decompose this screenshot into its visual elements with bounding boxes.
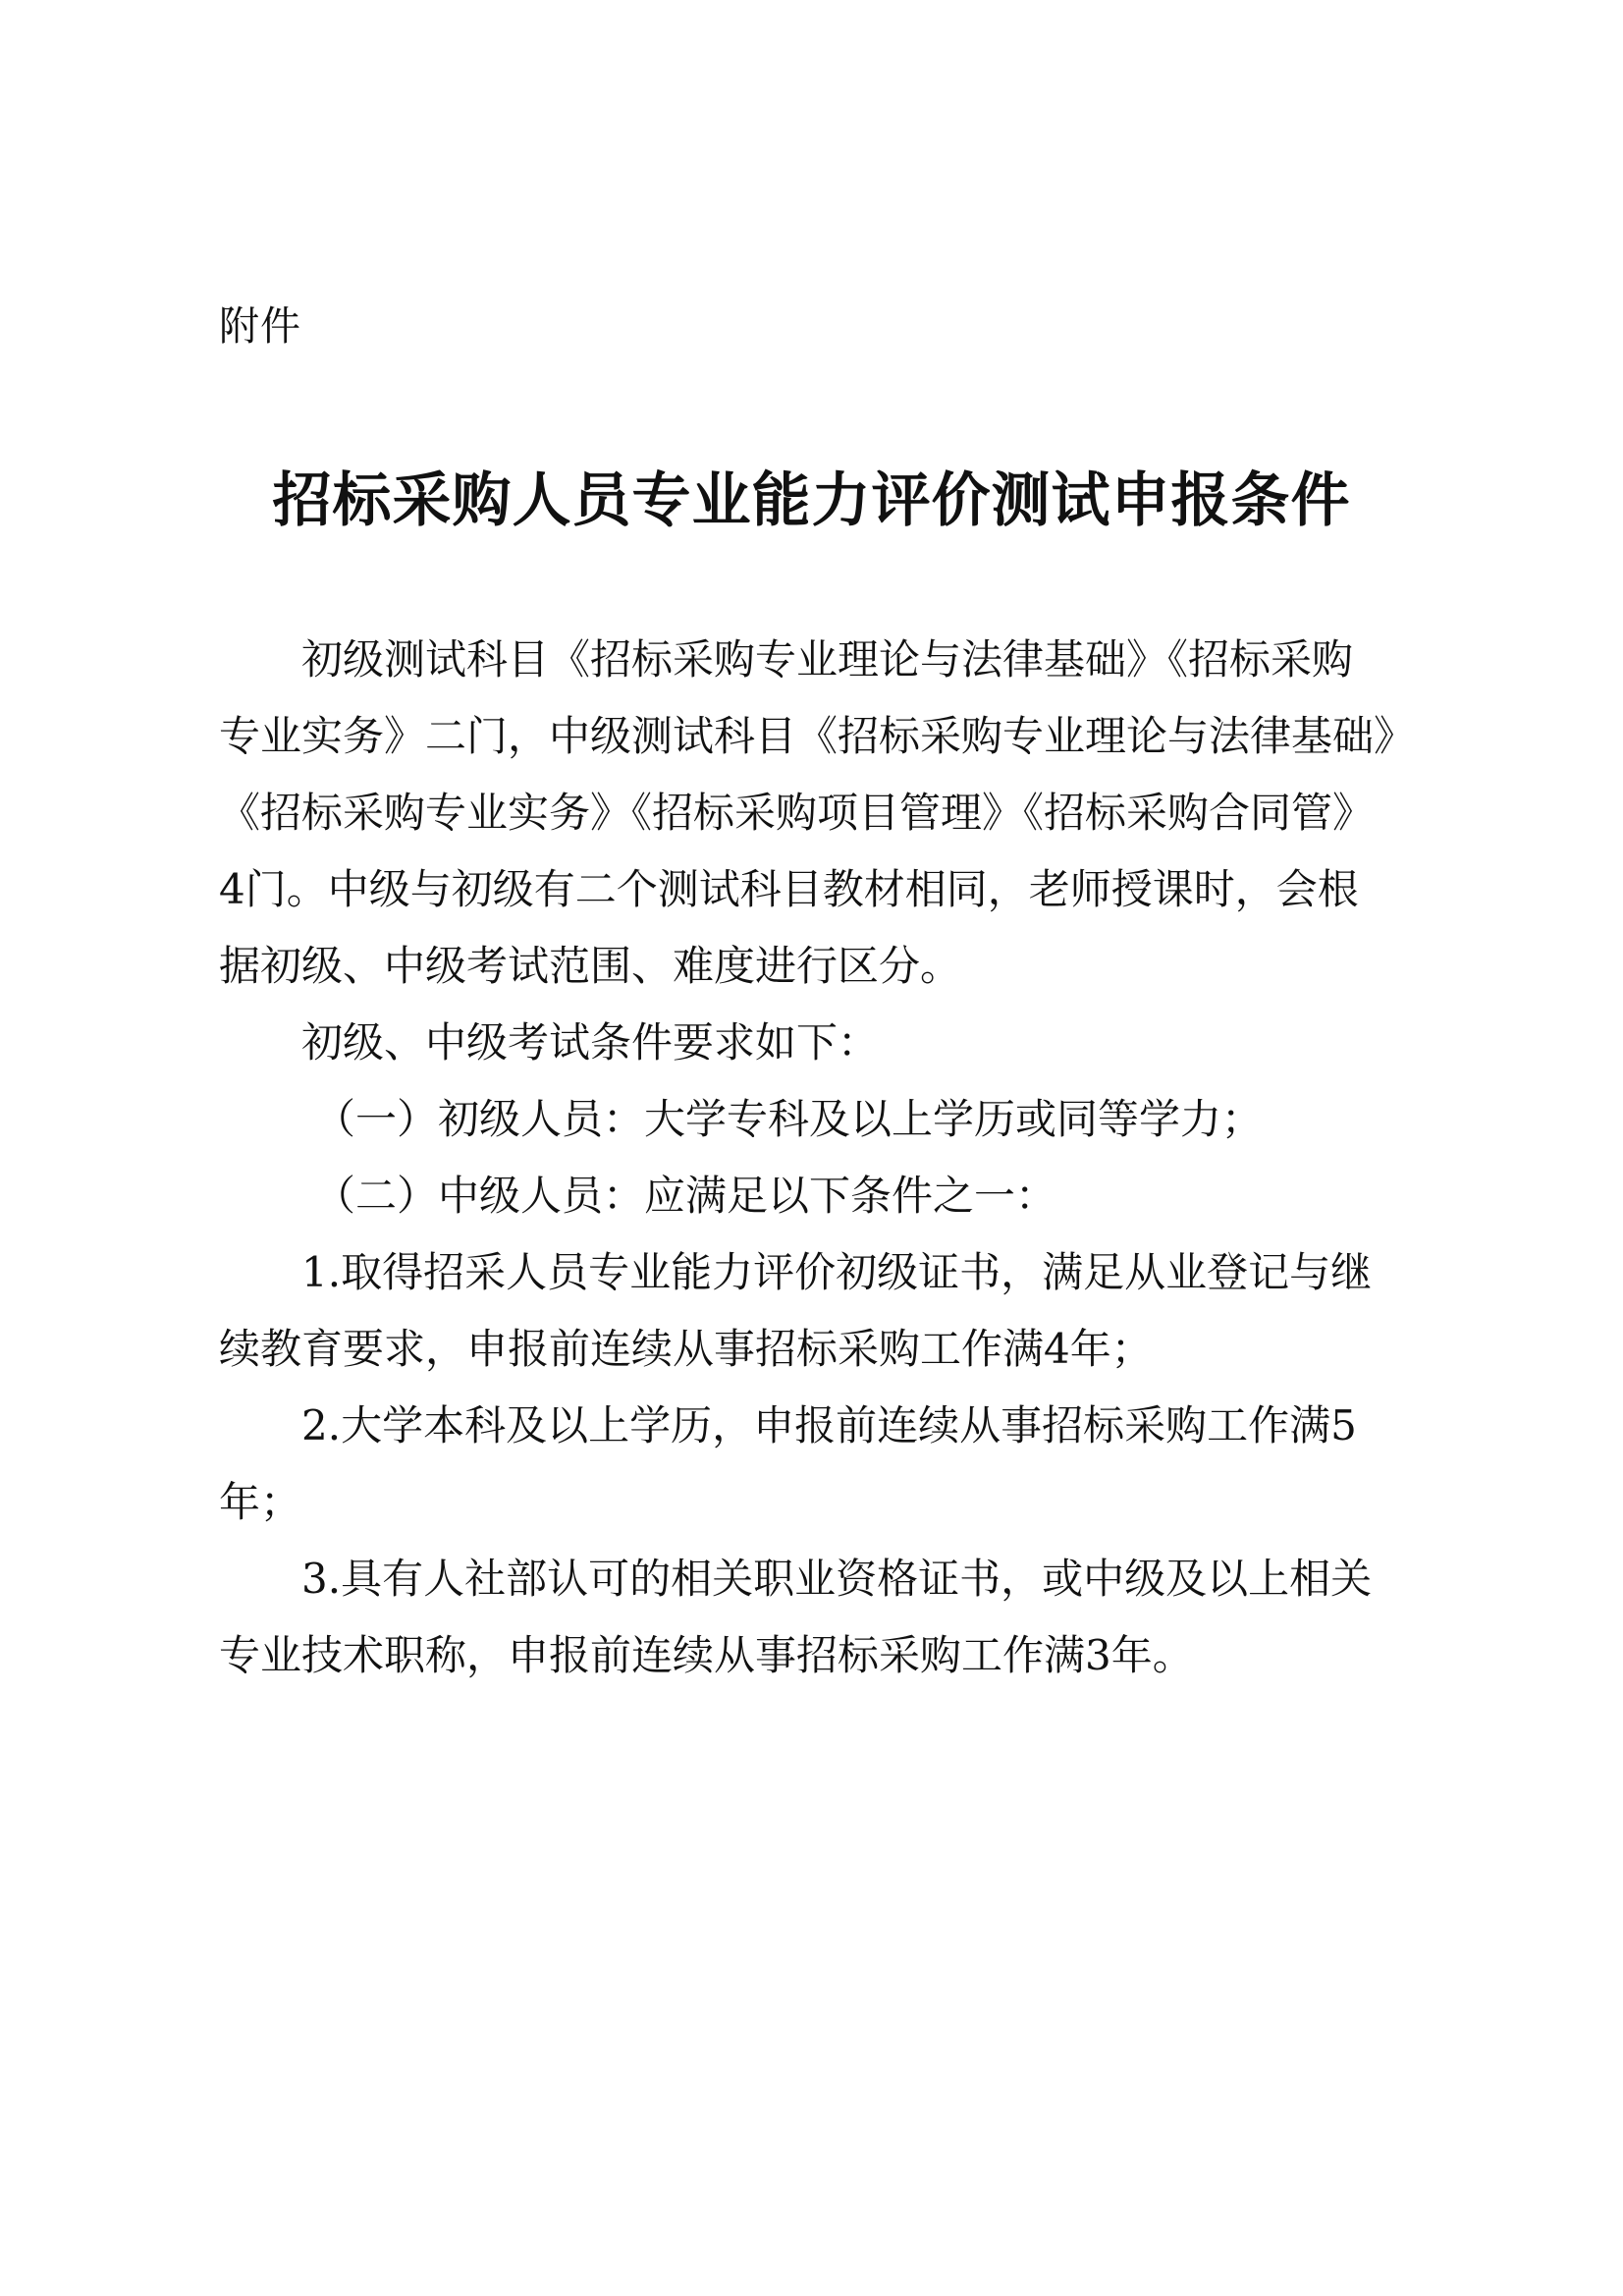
condition-2-line-1-text: 2.大学本科及以上学历，申报前连续从事招标采购工作满5 [301, 1401, 1357, 1449]
intermediate-requirement: （二）中级人员：应满足以下条件之一： [314, 1172, 1057, 1220]
document-title: 招标采购人员专业能力评价测试申报条件 [272, 466, 1351, 535]
subjects-line-3-text: 《招标采购专业实务》《招标采购项目管理》《招标采购合同管》 [219, 789, 1375, 837]
attachment-label: 附件 [219, 302, 301, 350]
subjects-line-3 [219, 786, 1419, 841]
subjects-line-5: 据初级、中级考试范围、难度进行区分。 [219, 942, 962, 990]
subjects-line-1 [301, 632, 1419, 687]
condition-1-line-2: 续教育要求，申报前连续从事招标采购工作满4年； [219, 1325, 1153, 1373]
condition-3-line-1 [301, 1552, 1419, 1607]
subjects-line-1-text: 初级测试科目《招标采购专业理论与法律基础》《招标采购 [301, 635, 1354, 683]
subjects-line-2 [219, 709, 1419, 764]
subjects-line-4-text: 4门。中级与初级有二个测试科目教材相同，老师授课时，会根 [219, 865, 1359, 913]
condition-2-line-2: 年； [219, 1478, 302, 1526]
condition-1-line-1-text: 1.取得招采人员专业能力评价初级证书，满足从业登记与继 [301, 1248, 1373, 1296]
requirements-intro: 初级、中级考试条件要求如下： [301, 1018, 880, 1066]
condition-3-line-2: 专业技术职称，申报前连续从事招标采购工作满3年。 [219, 1631, 1194, 1679]
condition-3-line-1-text: 3.具有人社部认可的相关职业资格证书，或中级及以上相关 [301, 1555, 1373, 1603]
junior-requirement: （一）初级人员：大学专科及以上学历或同等学力； [314, 1095, 1264, 1143]
subjects-line-4 [219, 862, 1419, 917]
condition-2-line-1 [301, 1398, 1419, 1453]
condition-1-line-1 [301, 1245, 1419, 1300]
subjects-line-2-text: 专业实务》二门，中级测试科目《招标采购专业理论与法律基础》 [219, 712, 1416, 760]
